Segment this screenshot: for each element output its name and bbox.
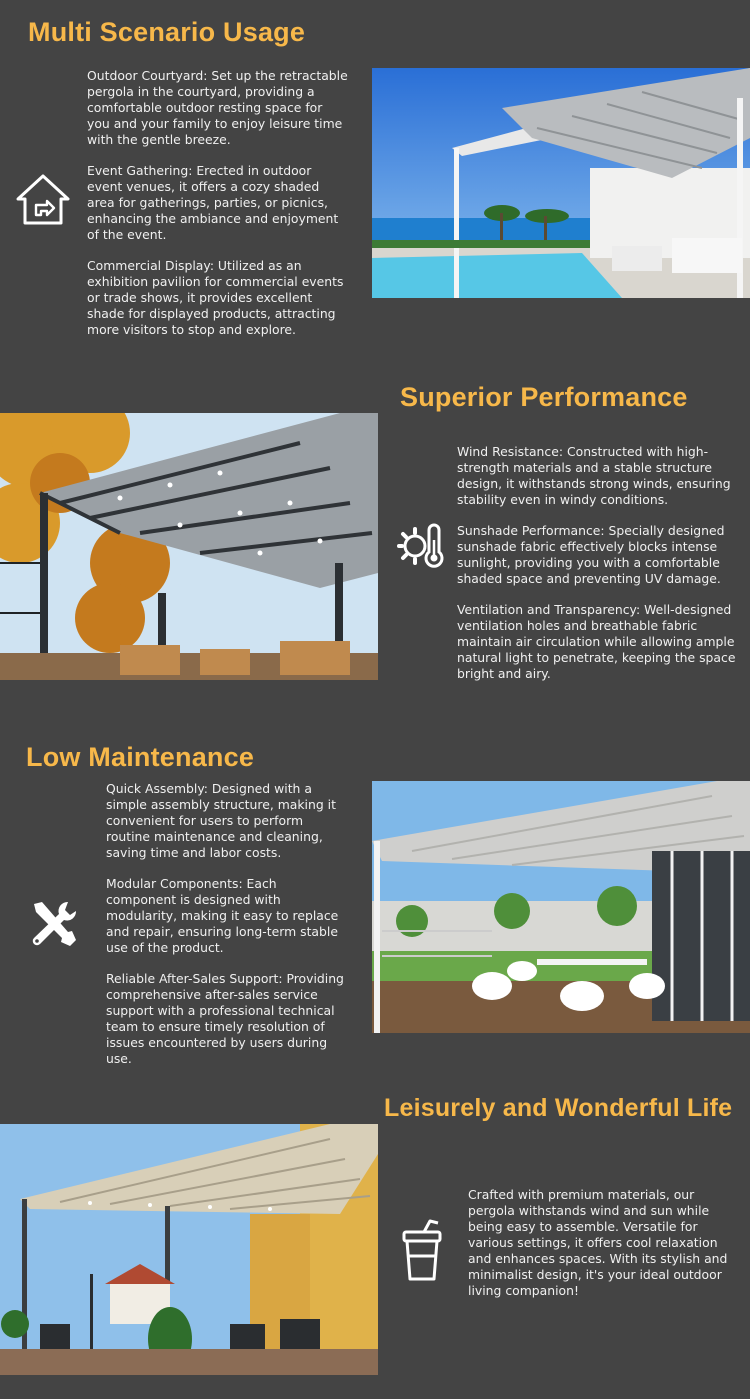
- courtyard-pool-photo: [372, 68, 750, 298]
- section-heading-superior-performance: Superior Performance: [400, 382, 688, 412]
- paragraph-quick-assembly: Quick Assembly: Designed with a simple assembly structure, making it convenient for users to perform routine maintenance and cleaning, saving time and labor costs.: [106, 781, 336, 860]
- gear-thermometer-icon: [396, 520, 446, 572]
- wrench-screwdriver-icon: [28, 898, 78, 950]
- paragraph-event-gathering: Event Gathering: Erected in outdoor event venues, it offers a cozy shaded area for gatherings, parties, or picnics, enhancing the ambiance and enjoyment of the event.: [87, 163, 339, 242]
- paragraph-wind-resistance: Wind Resistance: Constructed with high-strength materials and a stable structure design, it withstands strong winds, ensuring stability even in windy conditions.: [457, 444, 731, 507]
- section-heading-low-maintenance: Low Maintenance: [26, 742, 255, 772]
- paragraph-ventilation: Ventilation and Transparency: Well-designed ventilation holes and breathable fabric maintain air circulation while allowing ample natural light to penetrate, keeping the space bright and airy.: [457, 602, 736, 681]
- paragraph-outdoor-courtyard: Outdoor Courtyard: Set up the retractable pergola in the courtyard, providing a comfortable outdoor resting space for you and your family to enjoy leisure time with the gentle breeze.: [87, 68, 348, 147]
- section-text-superior-performance: [457, 444, 737, 697]
- house-arrow-icon: [14, 171, 72, 229]
- autumn-pergola-photo: [0, 413, 378, 680]
- paragraph-modular-components: Modular Components: Each component is designed with modularity, making it easy to replace and repair, ensuring long-term stable use of the product.: [106, 876, 339, 955]
- cup-icon: [402, 1218, 442, 1282]
- section-heading-leisurely-life: Leisurely and Wonderful Life: [384, 1094, 733, 1122]
- section-heading-multi-scenario: Multi Scenario Usage: [28, 17, 306, 47]
- paragraph-commercial-display: Commercial Display: Utilized as an exhibition pavilion for commercial events or trade shows, it provides excellent shade for displayed products, attracting more visitors to stop and explore.: [87, 258, 344, 337]
- paragraph-after-sales: Reliable After-Sales Support: Providing comprehensive after-sales service support with a professional technical team to ensure timely resolution of issues encountered by users during use.: [106, 971, 344, 1066]
- garden-terrace-photo: [372, 781, 750, 1033]
- section-text-leisurely-life: [468, 1187, 730, 1314]
- section-text-multi-scenario: [87, 68, 349, 353]
- cafe-pergola-photo: [0, 1124, 378, 1375]
- paragraph-leisurely-life: Crafted with premium materials, our pergola withstands wind and sun while being easy to assemble. Versatile for various settings, it offers cool relaxation and enhances spaces. With its stylish and minimalist design, it's your ideal outdoor living companion!: [468, 1187, 728, 1298]
- paragraph-sunshade-performance: Sunshade Performance: Specially designed sunshade fabric effectively blocks intense sunlight, providing you with a comfortable shaded space and preventing UV damage.: [457, 523, 725, 586]
- section-text-low-maintenance: [106, 781, 346, 1082]
